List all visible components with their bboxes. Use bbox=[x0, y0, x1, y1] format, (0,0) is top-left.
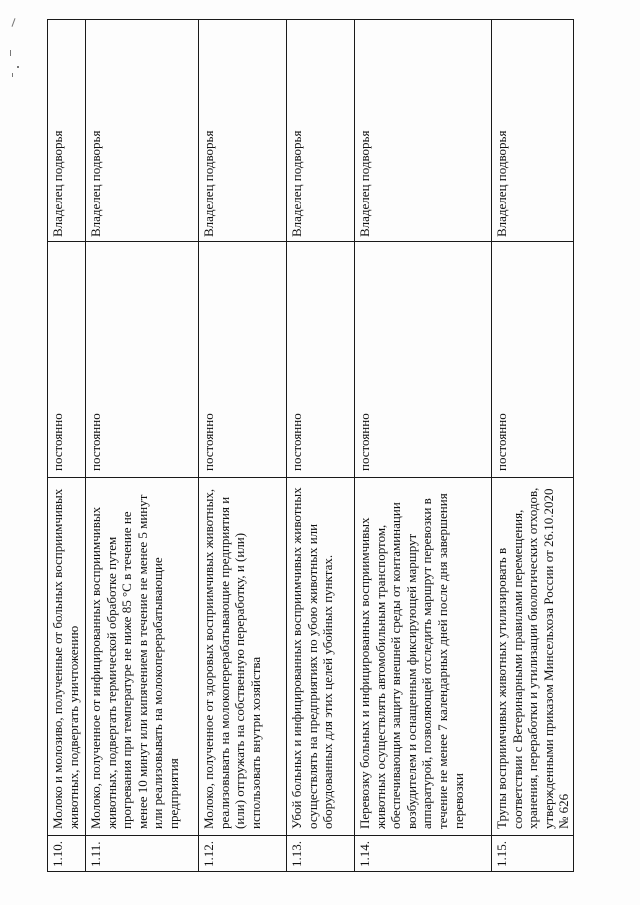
measure-frequency: постоянно bbox=[287, 242, 355, 478]
table-row bbox=[355, 20, 492, 872]
measures-table bbox=[47, 19, 574, 872]
row-number: 1.11. bbox=[86, 836, 199, 872]
measure-frequency: постоянно bbox=[199, 242, 287, 478]
row-number: 1.12. bbox=[199, 836, 287, 872]
measure-frequency: постоянно bbox=[86, 242, 199, 478]
responsible-party: Владелец подворья bbox=[287, 20, 355, 242]
responsible-party: Владелец подворья bbox=[199, 20, 287, 242]
responsible-party: Владелец подворья bbox=[86, 20, 199, 242]
scan-artifact bbox=[8, 18, 22, 78]
measure-description: Молоко и молозиво, полученные от больных восприимчивых животных, подвергать уничтожению bbox=[48, 478, 86, 836]
responsible-party: Владелец подворья bbox=[492, 20, 574, 242]
responsible-party: Владелец подворья bbox=[355, 20, 492, 242]
row-number: 1.15. bbox=[492, 836, 574, 872]
measure-description: Перевозку больных и инфицированных восприимчивых животных осуществлять автомобильным транспортом, обеспечивающим защиту внешней среды от контаминации возбудителем и оснащенным фиксирующей маршрут аппаратурой, позволяющей отследить маршрут перевозки в течение не менее 7 календарных дней после дня завершения перевозки bbox=[355, 478, 492, 836]
measure-description: Убой больных и инфицированных восприимчивых животных осуществлять на предприятиях по убою животных или оборудованных для этих целей убойных пунктах. bbox=[287, 478, 355, 836]
table-row bbox=[492, 20, 574, 872]
table-row bbox=[86, 20, 199, 872]
measure-frequency: постоянно bbox=[492, 242, 574, 478]
measure-description: Молоко, полученное от инфицированных восприимчивых животных, подвергать термической обработке путем прогревания при температуре не ниже 85 °С в течение не менее 10 минут или кипячением в течение не менее 5 минут или реализовывать на молокоперерабатывающие предприятия bbox=[86, 478, 199, 836]
measure-description: Молоко, полученное от здоровых восприимчивых животных, реализовывать на молокоперерабатывающие предприятия и (или) отгружать на собственную переработку, и (или) использовать внутри хозяйства bbox=[199, 478, 287, 836]
measure-frequency: постоянно bbox=[48, 242, 86, 478]
measure-frequency: постоянно bbox=[355, 242, 492, 478]
row-number: 1.13. bbox=[287, 836, 355, 872]
responsible-party: Владелец подворья bbox=[48, 20, 86, 242]
table-row bbox=[287, 20, 355, 872]
rotated-page bbox=[47, 20, 572, 872]
row-number: 1.10. bbox=[48, 836, 86, 872]
table-row bbox=[48, 20, 86, 872]
table-row bbox=[199, 20, 287, 872]
measure-description: Трупы восприимчивых животных утилизировать в соответствии с Ветеринарными правилами перемещения, хранения, переработки и утилизации биологических отходов, утвержденными приказом Минсельхоза России от 26.10.2020 № 626 bbox=[492, 478, 574, 836]
row-number: 1.14. bbox=[355, 836, 492, 872]
